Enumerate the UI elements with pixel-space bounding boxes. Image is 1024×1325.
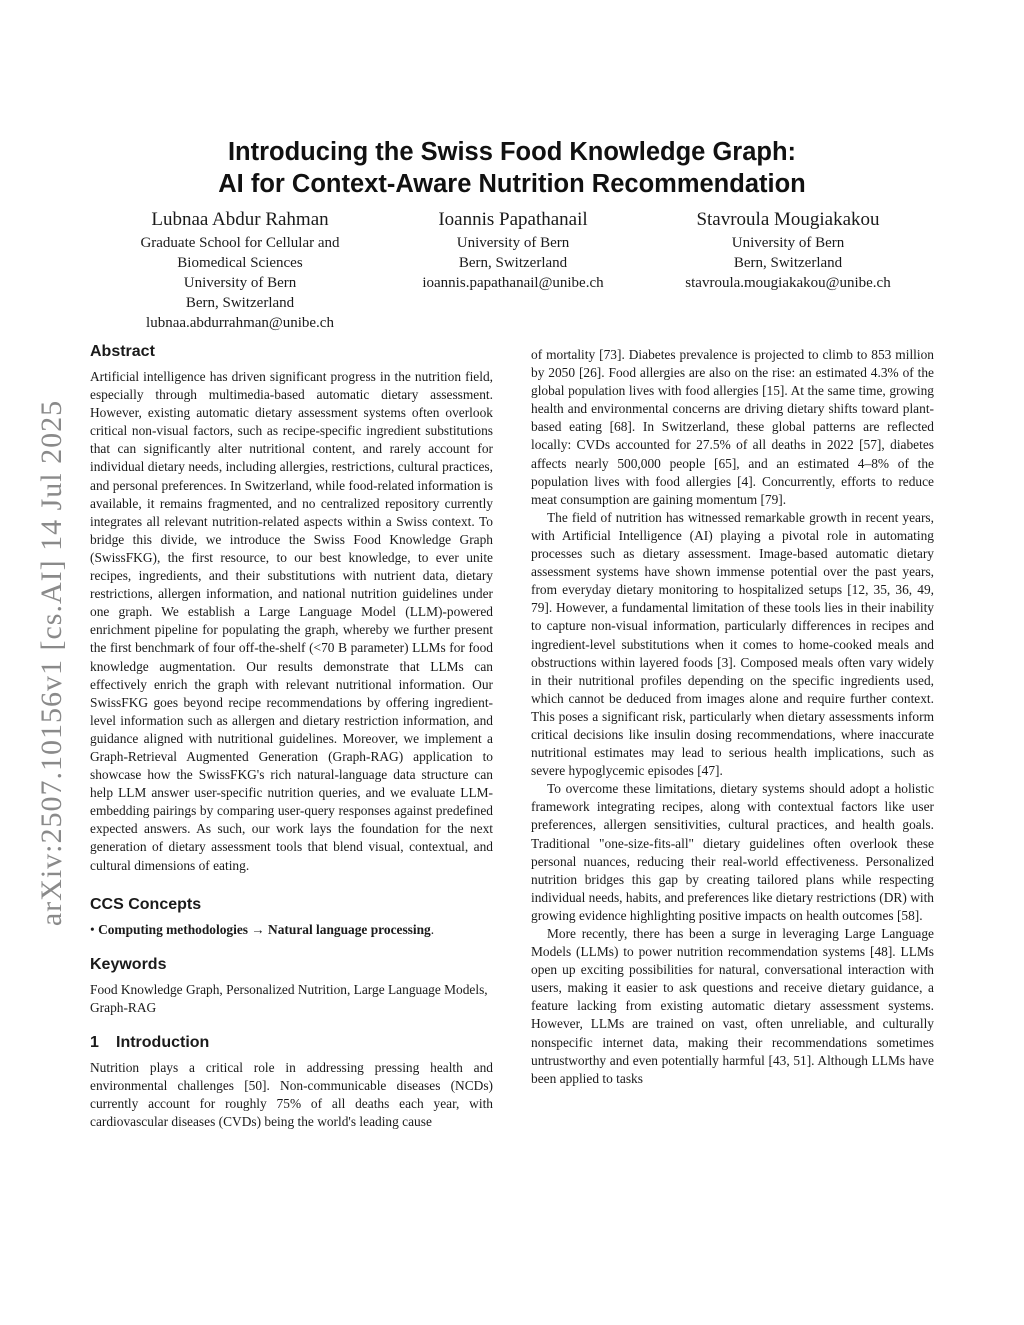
- ccs-heading: CCS Concepts: [90, 895, 202, 913]
- author-affiliation: Bern, Switzerland: [185, 295, 295, 311]
- title-line-1: Introducing the Swiss Food Knowledge Graph:: [227, 138, 797, 166]
- intro-paragraph-1-continued: of mortality [73]. Diabetes prevalence is projected to climb to 853 million by 2050 [26]. Food allergies are also on the rise: an estimated 4.3% of the global population lives with food allergies [15]. At the same time, growing health and environmental concerns are driving dietary shifts toward plant-based eating [68]. In Switzerland, these global patterns are reflected locally: CVDs accounted for 27.5% of all deaths in 2022 [57], diabetes affects nearly 500,000 people [65], and an estimated 4–8% of the population lives with food allergies [4]. Concurrently, efforts to reduce meat consumption are gaining momentum [79].: [531, 347, 934, 507]
- author-email: lubnaa.abdurrahman@unibe.ch: [146, 315, 334, 331]
- author-affiliation: Biomedical Sciences: [177, 255, 303, 271]
- title-line-2: AI for Context-Aware Nutrition Recommendation: [218, 170, 806, 198]
- keywords-text: Food Knowledge Graph, Personalized Nutrition, Large Language Models, Graph-RAG: [90, 981, 488, 1015]
- author-email: ioannis.papathanail@unibe.ch: [422, 275, 604, 291]
- author-name: Ioannis Papathanail: [438, 209, 588, 230]
- right-column: [531, 346, 934, 1088]
- ccs-period: .: [430, 921, 435, 937]
- ccs-bullet: •: [90, 921, 95, 937]
- intro-paragraph-3: To overcome these limitations, dietary systems should adopt a holistic framework integrating recipes, along with contextual factors like user preferences, allergen sensitivities, cultural practices, and health goals. Traditional "one-size-fits-all" dietary guidelines often overlook these personal nuances, reducing their real-world effectiveness. Personalized nutrition bridges this gap by creating tailored plans while respecting individual needs, habits, and preferences like dietary restrictions (DR) with growing evidence highlighting positive impacts on health outcomes [58].: [531, 781, 934, 923]
- paper-title: [90, 136, 934, 200]
- author-name: Lubnaa Abdur Rahman: [151, 209, 329, 230]
- author-affiliation: University of Bern: [456, 235, 570, 251]
- keywords-heading: Keywords: [90, 955, 167, 973]
- author-block: [108, 209, 372, 333]
- abstract-text: Artificial intelligence has driven significant progress in the nutrition field, especially through multimedia-based automatic dietary assessment. However, existing automatic dietary assessment systems often overlook critical non-visual factors, such as recipe-specific ingredient substitutions that can significantly alter nutritional content, and rarely account for individual dietary needs, including allergies, restrictions, cultural practices, and personal preferences. In Switzerland, while food-related information is available, it remains fragmented, and no centralized repository currently integrates all relevant nutrition-related aspects within a Swiss context. To bridge this divide, we introduce the Swiss Food Knowledge Graph (SwissFKG), the first resource, to our best knowledge, to ever unite recipes, ingredients, and their substitutions with nutrient data, dietary restrictions, allergen information, and national nutrition guidelines under one graph. We establish a Large Language Model (LLM)-powered enrichment pipeline for populating the graph, whereby we further present the first benchmark of four off-the-shelf (<70 B parameter) LLMs for food knowledge augmentation. Our results demonstrate that LLMs can effectively enrich the graph with relevant nutritional information. Our SwissFKG goes beyond recipe recommendations by offering ingredient-level information such as allergen and dietary restriction information, and guidance aligned with nutritional guidelines. Moreover, we implement a Graph-Retrieval Augmented Generation (Graph-RAG) application to showcase how the SwissFKG's rich natural-language data structure can help LLM answer user-specific nutrition queries, and we evaluate LLM-embedding pairings by comparing user-query responses against predefined expected answers. As such, our work lays the foundation for the next generation of dietary assessment tools that blend visual, contextual, and cultural dimensions of eating.: [90, 369, 493, 873]
- author-block: [390, 209, 636, 293]
- author-affiliation: Bern, Switzerland: [458, 255, 568, 271]
- introduction-heading: [90, 1033, 493, 1053]
- arxiv-identifier: arXiv:2507.10156v1 [cs.AI] 14 Jul 2025: [35, 399, 68, 927]
- author-email: stavroula.mougiakakou@unibe.ch: [685, 275, 891, 291]
- intro-paragraph-1: Nutrition plays a critical role in addressing pressing health and environmental challenges [50]. Non-communicable diseases (NCDs) currently account for roughly 75% of all deaths each year, with cardiovascular diseases (CVDs) being the world's leading cause: [90, 1059, 493, 1130]
- left-column: [90, 342, 493, 1131]
- author-affiliation: Bern, Switzerland: [733, 255, 843, 271]
- ccs-concept-text: Computing methodologies → Natural language processing: [98, 921, 431, 937]
- section-title: Introduction: [116, 1033, 210, 1051]
- ccs-concepts: [90, 921, 493, 939]
- intro-paragraph-4: More recently, there has been a surge in leveraging Large Language Models (LLMs) to power nutrition recommendation systems [48]. LLMs open up exciting possibilities for natural, conversational interaction with users, making it easier to ask questions and receive dietary guidance, a feature lacking from existing automatic dietary assessment systems. However, LLMs are trained on vast, often unreliable, and culturally nonspecific internet data, making their recommendations sometimes untrustworthy and even potentially harmful [43, 51]. Although LLMs have been applied to tasks: [531, 926, 934, 1086]
- abstract-heading: Abstract: [90, 343, 155, 360]
- author-affiliation: University of Bern: [731, 235, 845, 251]
- intro-paragraph-2: The field of nutrition has witnessed remarkable growth in recent years, with Artificial Intelligence (AI) playing a pivotal role in automating processes such as dietary assessment. Image-based automatic dietary assessment systems have shown immense potential over the past years, from everyday dietary monitoring to hospitalized setups [12, 35, 36, 49, 79]. However, a fundamental limitation of these tools lies in their inability to capture non-visual information, particularly differences in recipes and ingredient-level substitutions when it comes to home-cooked meals and obstructions within layered foods [3]. Composed meals often vary widely in their nutritional profiles depending on the specific ingredients used, which cannot be deduced from images alone and require further context. This poses a significant risk, particularly when dietary assessments inform critical decisions like insulin dosing recommendations, where inaccurate nutritional estimates may lead to serious health implications, such as severe hypoglycemic episodes [47].: [531, 509, 934, 779]
- author-affiliation: Graduate School for Cellular and: [140, 235, 340, 251]
- section-number: 1: [90, 1033, 99, 1051]
- author-affiliation: University of Bern: [183, 275, 297, 291]
- author-block: [660, 209, 916, 293]
- author-name: Stavroula Mougiakakou: [696, 209, 880, 230]
